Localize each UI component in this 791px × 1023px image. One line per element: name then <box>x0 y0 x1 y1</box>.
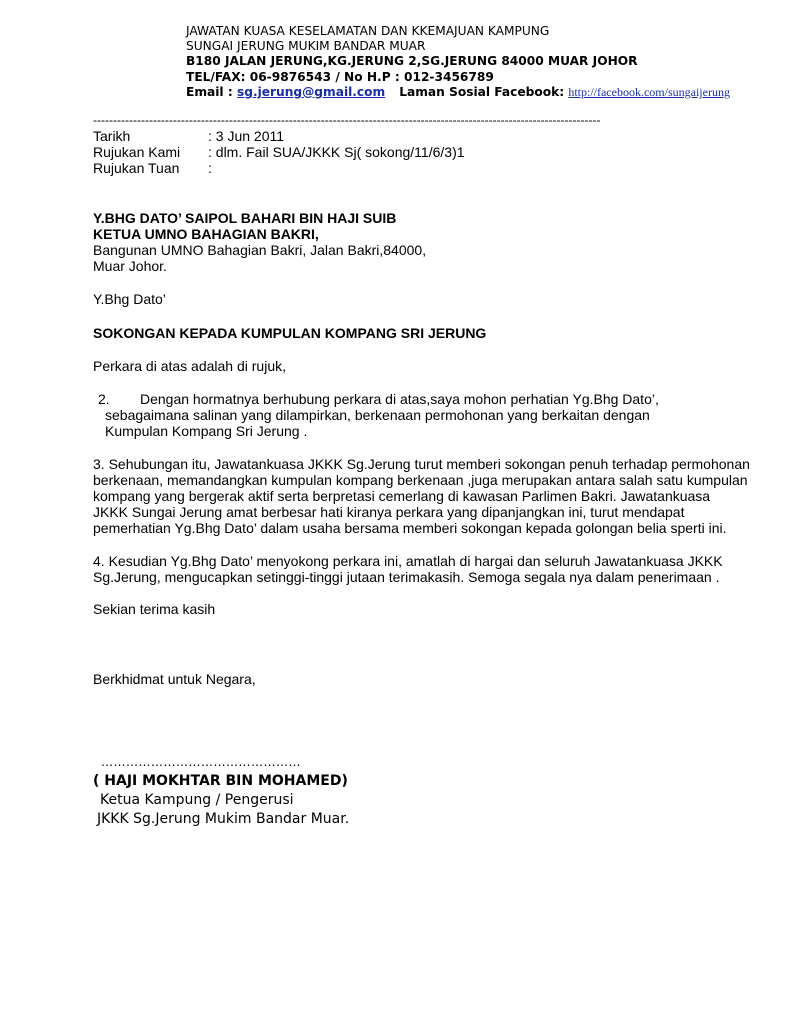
paragraph-line: kompang yang bergerak aktif serta berpretasi cemerlang di kawasan Parlimen Bakri. Jawatankuasa <box>93 488 711 505</box>
paragraph-line: JKKK Sungai Jerung amat berbesar hati kiranya perkara yang dipanjangkan ini, turut mendapat <box>93 504 685 521</box>
motto-text: Berkhidmat untuk Negara, <box>93 671 256 687</box>
paragraph-line: pemerhatian Yg.Bhg Dato’ dalam usaha bersama memberi sokongan kepada golongan belia sperti ini. <box>93 520 727 537</box>
recipient-address-line: Bangunan UMNO Bahagian Bakri, Jalan Bakri,84000, <box>93 242 427 259</box>
paragraph-1: Perkara di atas adalah di rujuk, <box>93 357 286 374</box>
meta-value: : 3 Jun 2011 <box>208 128 285 144</box>
meta-row-our-ref <box>93 144 773 160</box>
email-link[interactable]: sg.jerung@gmail.com <box>236 84 386 99</box>
facebook-link[interactable]: http://facebook.com/sungaijerung <box>568 84 730 99</box>
paragraph-line <box>93 391 773 407</box>
recipient-address <box>93 210 773 275</box>
paragraph-4 <box>93 553 773 585</box>
letterhead-org-name: JAWATAN KUASA KESELAMATAN DAN KKEMAJUAN KAMPUNG <box>186 24 550 38</box>
letterhead-contact-line <box>186 85 776 100</box>
paragraph-line: berkenaan, memandangkan kumpulan kompang berkenaan ,juga merupakan antara salah satu kumpulan <box>93 471 748 488</box>
signatory-name: ( HAJI MOKHTAR BIN MOHAMED) <box>93 773 348 789</box>
paragraph-3 <box>93 456 773 537</box>
meta-label: Rujukan Kami <box>93 144 181 161</box>
signature-block <box>93 753 593 829</box>
letter-body <box>93 128 773 617</box>
paragraph-line: 4. Kesudian Yg.Bhg Dato’ menyokong perkara ini, amatlah di hargai dan seluruh Jawatankuasa JKKK <box>93 552 723 569</box>
email-label: Email : <box>186 84 237 99</box>
signature-dots: ………………………………………… <box>101 755 301 769</box>
letter-subject: SOKONGAN KEPADA KUMPULAN KOMPANG SRI JERUNG <box>93 324 487 341</box>
signatory-title: Ketua Kampung / Pengerusi <box>100 792 294 808</box>
recipient-address-line: Muar Johor. <box>93 258 167 275</box>
facebook-label: Laman Sosial Facebook: <box>399 84 569 99</box>
paragraph-text: Dengan hormatnya berhubung perkara di atas,saya mohon perhatian Yg.Bhg Dato’, <box>140 391 659 408</box>
paragraph-number: 2. <box>98 391 110 408</box>
paragraph-line: 3. Sehubungan itu, Jawatankuasa JKKK Sg.Jerung turut memberi sokongan penuh terhadap permohonan <box>93 455 750 472</box>
meta-label: Rujukan Tuan <box>93 160 180 177</box>
letterhead-phone: TEL/FAX: 06-9876543 / No H.P : 012-3456789 <box>186 69 494 84</box>
reference-block <box>93 128 773 177</box>
recipient-name: Y.BHG DATO’ SAIPOL BAHARI BIN HAJI SUIB <box>93 209 397 226</box>
paragraph-2 <box>93 391 773 440</box>
closing-text: Sekian terima kasih <box>93 601 216 618</box>
separator-line: ------------------------------------------------------------------------------------------------------------------------------- <box>93 113 601 127</box>
meta-row-date <box>93 128 773 144</box>
paragraph-line: sebagaimana salinan yang dilampirkan, berkenaan permohonan yang berkaitan dengan <box>105 407 650 424</box>
meta-value: : <box>208 160 212 177</box>
recipient-position: KETUA UMNO BAHAGIAN BAKRI, <box>93 225 319 242</box>
letterhead-org-location: SUNGAI JERUNG MUKIM BANDAR MUAR <box>186 39 426 54</box>
meta-label: Tarikh <box>93 128 131 144</box>
meta-value: : dlm. Fail SUA/JKKK Sj( sokong/11/6/3)1 <box>208 144 465 161</box>
signatory-organization: JKKK Sg.Jerung Mukim Bandar Muar. <box>97 811 350 827</box>
letterhead <box>186 24 776 100</box>
letterhead-address: B180 JALAN JERUNG,KG.JERUNG 2,SG.JERUNG 84000 MUAR JOHOR <box>186 54 638 69</box>
paragraph-line: Kumpulan Kompang Sri Jerung . <box>105 423 308 440</box>
meta-row-your-ref <box>93 160 773 176</box>
salutation: Y.Bhg Dato’ <box>93 291 166 308</box>
paragraph-line: Sg.Jerung, mengucapkan setinggi-tinggi jutaan terimakasih. Semoga segala nya dalam penerimaan . <box>93 568 720 585</box>
